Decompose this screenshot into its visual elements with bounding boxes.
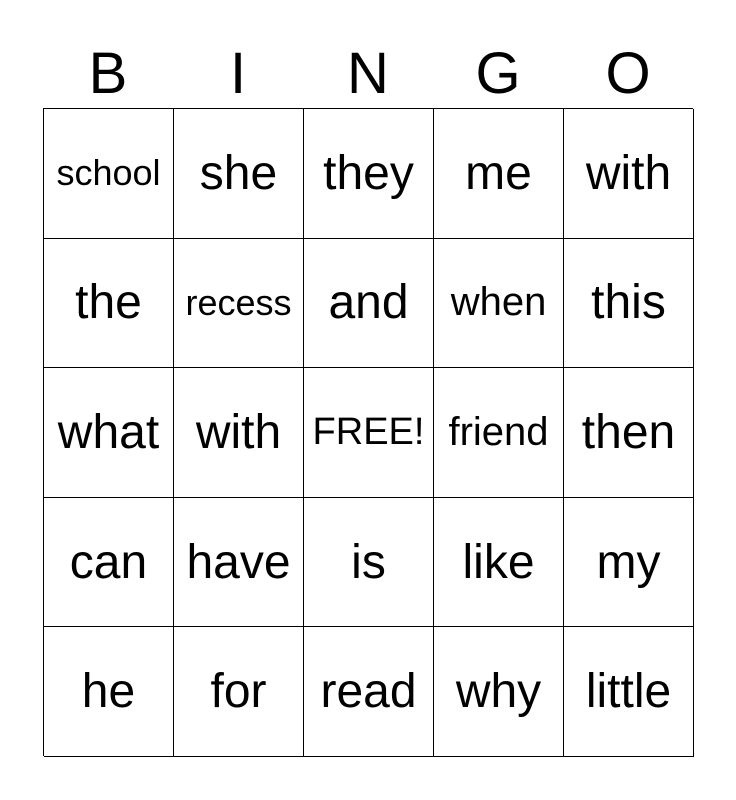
bingo-cell[interactable]: then [564, 368, 694, 498]
bingo-cell[interactable]: the [44, 239, 174, 369]
bingo-card-grid [43, 108, 693, 756]
free-space-cell[interactable]: FREE! [304, 368, 434, 498]
bingo-cell[interactable]: my [564, 498, 694, 628]
bingo-cell[interactable]: have [174, 498, 304, 628]
header-letter-i: I [229, 41, 247, 106]
bingo-cell[interactable]: recess [174, 239, 304, 369]
bingo-cell[interactable]: he [44, 627, 174, 757]
header-letter-b: B [88, 41, 128, 106]
bingo-cell[interactable]: why [434, 627, 564, 757]
bingo-cell[interactable]: little [564, 627, 694, 757]
header-letter-o: O [605, 41, 651, 106]
bingo-cell[interactable]: this [564, 239, 694, 369]
bingo-cell[interactable]: they [304, 109, 434, 239]
bingo-cell[interactable]: friend [434, 368, 564, 498]
header-letter-n: N [347, 41, 389, 106]
bingo-cell[interactable]: read [304, 627, 434, 757]
bingo-cell[interactable]: when [434, 239, 564, 369]
bingo-cell[interactable]: like [434, 498, 564, 628]
header-letter-g: G [475, 41, 521, 106]
bingo-cell[interactable]: with [564, 109, 694, 239]
bingo-cell[interactable]: me [434, 109, 564, 239]
bingo-cell[interactable]: school [44, 109, 174, 239]
bingo-cell[interactable]: for [174, 627, 304, 757]
bingo-cell[interactable]: and [304, 239, 434, 369]
bingo-cell[interactable]: what [44, 368, 174, 498]
bingo-cell[interactable]: with [174, 368, 304, 498]
bingo-cell[interactable]: can [44, 498, 174, 628]
bingo-cell[interactable]: she [174, 109, 304, 239]
bingo-cell[interactable]: is [304, 498, 434, 628]
bingo-header [43, 40, 693, 108]
